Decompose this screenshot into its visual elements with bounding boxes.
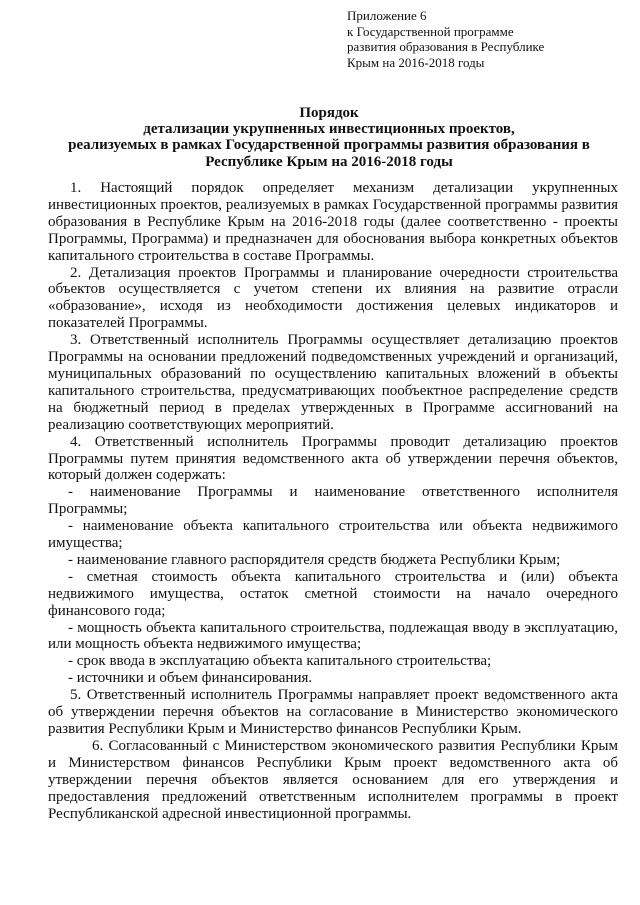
document-body <box>48 180 618 822</box>
list-item: - срок ввода в эксплуатацию объекта капитального строительства; <box>68 653 492 670</box>
paragraph-5: 5. Ответственный исполнитель Программы направляет проект ведомственного акта об утверждении перечня объектов на согласование в Министерство экономического развития Республики Крым и Министерство финансов Республики Крым. <box>48 687 618 737</box>
appendix-header: Приложение 6 к Государственной программе развития образования в Республике Крым на 2016-2018 годы <box>347 8 545 70</box>
paragraph-6: 6. Согласованный с Министерством экономического развития Республики Крым и Министерством финансов Республики Крым проект ведомственного акта об утверждении перечня объектов является основанием для его утверждения и предоставления предложений ответственным исполнителем программы в проект Республиканской адресной инвестиционной программы. <box>48 737 618 822</box>
document-title <box>40 105 618 170</box>
paragraph-3: 3. Ответственный исполнитель Программы осуществляет детализацию проектов Программы на основании предложений подведомственных учреждений и организаций, муниципальных образований по осуществлению капитальных вложений в объекты капитального строительства, предусматривающих пообъектное распределение средств на бюджетный период в пределах утвержденных в Программе ассигнований на реализацию соответствующих мероприятий. <box>48 332 618 433</box>
list-item: - наименование главного распорядителя средств бюджета Республики Крым; <box>68 551 561 568</box>
list-item: - мощность объекта капитального строительства, подлежащая вводу в эксплуатацию, или мощность объекта недвижимого имущества; <box>48 619 618 653</box>
paragraph-2: 2. Детализация проектов Программы и планирование очередности строительства объектов осуществляется с учетом степени их влияния на развитие отрасли «образование», исходя из необходимости достижения целевых индикаторов и показателей Программы. <box>48 264 618 332</box>
paragraph-1: 1. Настоящий порядок определяет механизм детализации укрупненных инвестиционных проектов, реализуемых в рамках Государственной программы развития образования в Республике Крым на 2016-2018 годы (далее соответственно - проекты Программы, Программа) и предназначен для обоснования выбора конкретных объектов капитального строительства в составе Программы. <box>48 180 618 264</box>
title-line-2: детализации укрупненных инвестиционных проектов, <box>143 121 515 138</box>
list-item: - источники и объем финансирования. <box>68 670 313 687</box>
list-item: - сметная стоимость объекта капитального строительства и (или) объекта недвижимого имущества, остаток сметной стоимости на начало очередного финансового года; <box>48 568 618 619</box>
list-item: - наименование объекта капитального строительства или объекта недвижимого имущества; <box>48 518 618 552</box>
list-item: - наименование Программы и наименование ответственного исполнителя Программы; <box>48 484 618 518</box>
title-line-1: Порядок <box>299 105 359 121</box>
paragraph-4: 4. Ответственный исполнитель Программы проводит детализацию проектов Программы путем принятия ведомственного акта об утверждении перечня объектов, который должен содержать: <box>48 433 618 484</box>
title-line-3: реализуемых в рамках Государственной программы развития образования в <box>68 137 590 154</box>
title-line-4: Республике Крым на 2016-2018 годы <box>205 153 453 170</box>
